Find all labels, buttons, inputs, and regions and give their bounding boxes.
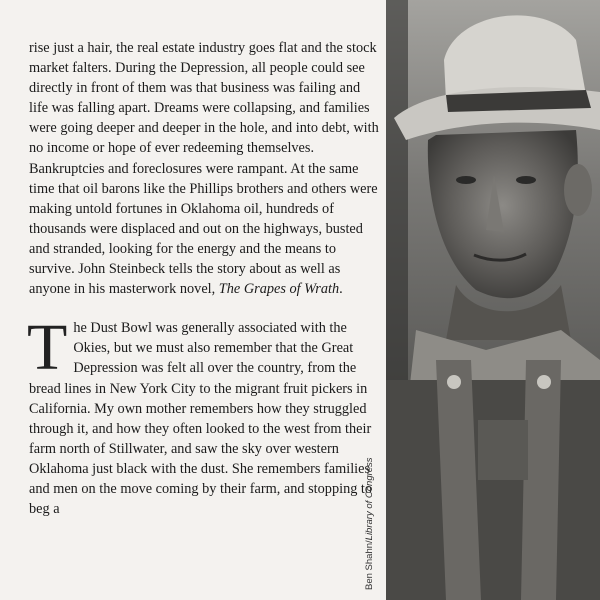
drop-cap-letter: T	[27, 311, 68, 385]
photographer-name: Ben Shahn	[364, 542, 375, 590]
book-title: The Grapes of Wrath	[218, 281, 340, 298]
paragraph-1-text: rise just a hair, the real estate industry goes flat and the stock market falters. During the Depression, all people could see directly in front of them was that business was failing and life was falling apart. Dreams were collapsing, and families were going deeper and deeper in the hole, and into debt, with no income or hope of ever redeeming themselves. Bankruptcies and foreclosures were rampant. At the same time that oil barons like the Phillips brothers and others were making untold fortunes in Oklahoma oil, hundreds of thousands were displaced and out on the highways, busted and stranded, looking for the energy and the means to survive. John Steinbeck tells the story about as well as anyone in his masterwork novel,	[29, 40, 379, 298]
credit-separator: /	[364, 540, 375, 543]
paragraph-1-end: .	[339, 281, 343, 298]
paragraph-2	[27, 311, 379, 519]
body-text-column	[29, 38, 379, 519]
paragraph-2-text: he Dust Bowl was generally associated with the Okies, but we must also remember that the Great Depression was felt all over the country, from the bread lines in New York City to the migrant fruit pickers in California. My own mother remembers how they struggled through it, and how they often looked to the west from their farm north of Stillwater, and saw the sky over western Oklahoma just black with the dust. She remembers families and men on the move coming by their farm, and stopping to beg a	[29, 320, 373, 518]
portrait-photograph	[386, 0, 600, 600]
paragraph-1	[29, 38, 379, 299]
photo-credit	[364, 457, 375, 590]
farmer-portrait-illustration	[386, 0, 600, 600]
credit-source: Library of Congress	[364, 457, 375, 541]
